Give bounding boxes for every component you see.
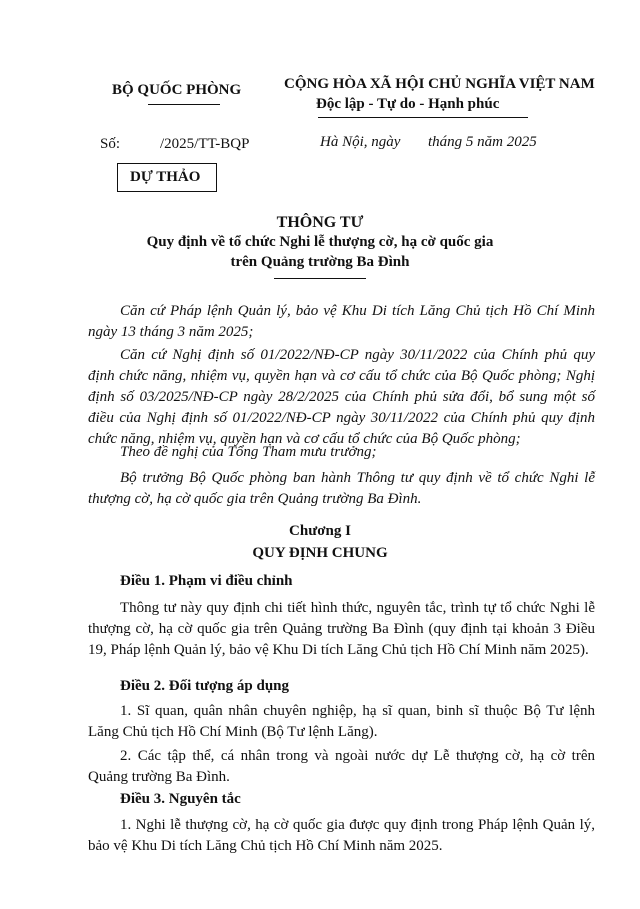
document-number: /2025/TT-BQP [160, 136, 250, 152]
ministry-name: BỘ QUỐC PHÒNG [112, 82, 242, 98]
article-1-paragraph-1: Thông tư này quy định chi tiết hình thức, nguyên tắc, trình tự tổ chức Nghi lễ thượng cờ, hạ cờ quốc gia trên Quảng trường Ba Đình (quy định tại khoản 3 Điều 19, Pháp lệnh Quản lý, bảo vệ Khu Di tích Lăng Chủ tịch Hồ Chí Minh năm 2025). [88, 600, 595, 658]
place-date: Hà Nội, ngày [320, 134, 401, 150]
draft-stamp [117, 163, 217, 192]
draft-label: DỰ THẢO [130, 169, 201, 185]
preamble-paragraph-4: Bộ trưởng Bộ Quốc phòng ban hành Thông tư quy định về tổ chức Nghi lễ thượng cờ, hạ cờ quốc gia trên Quảng trường Ba Đình. [88, 470, 595, 507]
document-number-label: Số: [100, 136, 121, 152]
preamble-paragraph-3: Theo đề nghị của Tổng Tham mưu trưởng; [120, 444, 377, 460]
ministry-underline [148, 104, 220, 105]
title-underline [274, 278, 366, 279]
article-2-heading: Điều 2. Đối tượng áp dụng [120, 678, 290, 694]
chapter-name: QUY ĐỊNH CHUNG [252, 545, 388, 561]
preamble-paragraph-2: Căn cứ Nghị định số 01/2022/NĐ-CP ngày 30/11/2022 của Chính phủ quy định chức năng, nhiệm vụ, quyền hạn và cơ cấu tổ chức của Bộ Quốc phòng; Nghị định số 03/2025/NĐ-CP ngày 28/2/2025 của Chính phủ sửa đổi, bổ sung một số điều của Nghị định số 01/2022/NĐ-CP ngày 30/11/2022 của Chính phủ quy định chức năng, nhiệm vụ, quyền hạn và cơ cấu tổ chức của Bộ Quốc phòng; [88, 347, 595, 447]
article-2-paragraph-2: 2. Các tập thể, cá nhân trong và ngoài nước dự Lễ thượng cờ, hạ cờ trên Quảng trường Ba Đình. [88, 748, 595, 785]
title-subject-line1: Quy định về tổ chức Nghi lễ thượng cờ, hạ cờ quốc gia [146, 234, 494, 250]
preamble-paragraph-1: Căn cứ Pháp lệnh Quản lý, bảo vệ Khu Di tích Lăng Chủ tịch Hồ Chí Minh ngày 13 tháng 3 năm 2025; [88, 303, 595, 340]
motto-underline [318, 117, 528, 118]
document-type: THÔNG TƯ [276, 214, 364, 231]
national-motto: Độc lập - Tự do - Hạnh phúc [316, 96, 500, 112]
title-subject-line2: trên Quảng trường Ba Đình [230, 254, 410, 270]
article-3-heading: Điều 3. Nguyên tắc [120, 791, 241, 807]
republic-name: CỘNG HÒA XÃ HỘI CHỦ NGHĨA VIỆT NAM [284, 76, 595, 92]
article-2-paragraph-1: 1. Sĩ quan, quân nhân chuyên nghiệp, hạ sĩ quan, binh sĩ thuộc Bộ Tư lệnh Lăng Chủ tịch Hồ Chí Minh (Bộ Tư lệnh Lăng). [88, 703, 595, 740]
article-3-paragraph-1: 1. Nghi lễ thượng cờ, hạ cờ quốc gia được quy định trong Pháp lệnh Quản lý, bảo vệ Khu Di tích Lăng Chủ tịch Hồ Chí Minh năm 2025. [88, 817, 595, 854]
article-1-heading: Điều 1. Phạm vi điều chỉnh [120, 573, 293, 589]
chapter-number: Chương I [289, 523, 351, 539]
month-year: tháng 5 năm 2025 [428, 134, 537, 150]
